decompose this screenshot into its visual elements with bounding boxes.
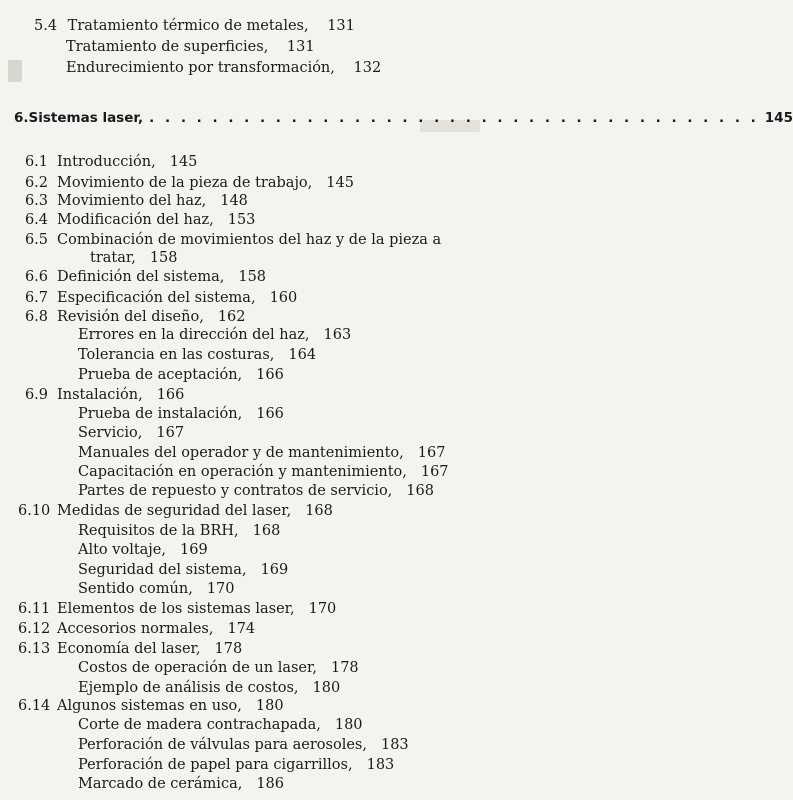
subentry-title: Costos de operación de un laser, [78, 660, 317, 676]
subentry-page: 164 [288, 347, 317, 363]
section-page: 178 [214, 641, 243, 657]
subentry-title: Servicio, [78, 425, 143, 441]
subentry-title: Prueba de aceptación, [78, 367, 243, 383]
toc-section-6-6 [18, 268, 266, 286]
section-number: 6.10 [18, 503, 51, 519]
section-number: 6.9 [24, 387, 48, 403]
toc-subentry [66, 59, 381, 77]
section-title: Definición del sistema, [57, 269, 225, 285]
subentry-title: Seguridad del sistema, [78, 562, 247, 578]
subentry-page: 169 [180, 542, 208, 558]
entry-title: Tratamiento térmico de metales, [67, 18, 309, 34]
subentry-page: 180 [334, 717, 363, 733]
toc-subentry [78, 346, 316, 364]
section-title: Especificación del sistema, [57, 290, 256, 306]
section-number: 6.7 [24, 290, 48, 306]
toc-subentry [78, 522, 280, 540]
section-number: 6.8 [24, 309, 48, 325]
toc-subentry [78, 482, 434, 500]
section-title: Combinación de movimientos del haz y de la pieza a [57, 232, 442, 248]
toc-section-6-3 [18, 192, 248, 210]
section-page: 168 [305, 503, 333, 519]
section-page: 148 [220, 193, 248, 209]
subentry-title: Capacitación en operación y mantenimiento, [78, 464, 407, 480]
section-number: 6.1 [24, 154, 48, 170]
toc-subentry [78, 716, 363, 734]
section-title: Algunos sistemas en uso, [57, 698, 242, 714]
section-title: Movimiento del haz, [57, 193, 207, 209]
section-title-continuation: tratar, [90, 250, 136, 266]
section-number: 6.4 [24, 212, 48, 228]
subentry-title: Partes de repuesto y contratos de servicio, [78, 483, 393, 499]
toc-subentry [78, 561, 288, 579]
entry-page: 131 [286, 39, 315, 55]
section-title: Introducción, [57, 154, 156, 170]
section-title: Accesorios normales, [57, 621, 214, 637]
subentry-title: Alto voltaje, [78, 542, 166, 558]
toc-section-6-11 [18, 600, 336, 618]
subentry-page: 178 [330, 660, 359, 676]
section-title: Economía del laser, [57, 641, 201, 657]
subentry-title: Prueba de instalación, [78, 406, 243, 422]
subentry-page: 167 [156, 425, 185, 441]
subentry-page: 169 [260, 562, 289, 578]
toc-entry-5-4 [34, 17, 355, 35]
subentry-page: 168 [406, 483, 434, 499]
subentry-title: Perforación de válvulas para aerosoles, [78, 737, 367, 753]
entry-page: 132 [353, 60, 382, 76]
section-title: Modificación del haz, [57, 212, 214, 228]
chapter-title: Sistemas laser, [28, 110, 144, 126]
toc-subentry [78, 405, 284, 423]
section-page: 158 [238, 269, 267, 285]
section-number: 6.3 [24, 193, 48, 209]
section-page: 145 [169, 154, 198, 170]
chapter-number: 6. [14, 110, 29, 126]
section-number: 6.11 [18, 601, 51, 617]
subentry-title: Tolerancia en las costuras, [78, 347, 275, 363]
toc-section-6-4 [18, 211, 255, 229]
toc-subentry [78, 463, 449, 481]
section-number: 6.14 [18, 698, 51, 714]
toc-subentry [78, 541, 208, 559]
toc-subentry [78, 736, 409, 754]
toc-section-6-7 [18, 289, 297, 307]
toc-section-6-8 [18, 308, 246, 326]
section-page: 162 [217, 309, 246, 325]
toc-section-6-5 [18, 231, 441, 249]
entry-page: 131 [327, 18, 355, 34]
subentry-page: 186 [256, 776, 285, 792]
section-page: 160 [269, 290, 298, 306]
subentry-title: Requisitos de la BRH, [78, 523, 239, 539]
subentry-page: 166 [256, 367, 284, 383]
toc-subentry [78, 679, 340, 697]
toc-subentry [78, 775, 284, 793]
toc-section-6-2 [18, 174, 354, 192]
section-page: 180 [255, 698, 284, 714]
section-title: Movimiento de la pieza de trabajo, [57, 175, 313, 191]
subentry-page: 166 [256, 406, 284, 422]
subentry-title: Perforación de papel para cigarrillos, [78, 757, 353, 773]
section-page: 170 [308, 601, 337, 617]
toc-subentry [78, 424, 184, 442]
leader-dots: . . . . . . . . . . . . . . . . . . . . . . . . . . . . . . . . . . . . . . . [149, 110, 759, 126]
bleed-through-mark [8, 60, 22, 82]
toc-subentry [78, 756, 394, 774]
entry-number: 5.4 [34, 18, 58, 34]
subentry-page: 167 [420, 464, 449, 480]
subentry-page: 180 [312, 680, 341, 696]
toc-subentry [78, 444, 445, 462]
toc-section-6-1 [18, 153, 197, 171]
entry-title: Tratamiento de superficies, [66, 39, 269, 55]
subentry-page: 183 [366, 757, 395, 773]
subentry-page: 168 [252, 523, 281, 539]
toc-section-6-9 [18, 386, 184, 404]
toc-subentry [78, 326, 351, 344]
section-number: 6.12 [18, 621, 51, 637]
section-page: 145 [326, 175, 354, 191]
section-number: 6.13 [18, 641, 51, 657]
section-title: Medidas de seguridad del laser, [57, 503, 292, 519]
toc-section-6-10 [18, 502, 333, 520]
section-title: Elementos de los sistemas laser, [57, 601, 295, 617]
section-page: 166 [156, 387, 185, 403]
section-page: 153 [227, 212, 256, 228]
section-title: Revisión del diseño, [57, 309, 204, 325]
subentry-page: 170 [206, 581, 235, 597]
toc-section-6-5-continuation [90, 249, 178, 267]
entry-title: Endurecimiento por transformación, [66, 60, 335, 76]
subentry-page: 183 [380, 737, 409, 753]
toc-section-6-12 [18, 620, 255, 638]
subentry-title: Corte de madera contrachapada, [78, 717, 321, 733]
toc-subentry [78, 366, 284, 384]
toc-subentry [78, 659, 359, 677]
toc-subentry [66, 38, 315, 56]
subentry-title: Sentido común, [78, 581, 193, 597]
subentry-page: 163 [323, 327, 352, 343]
subentry-title: Marcado de cerámica, [78, 776, 243, 792]
section-page: 174 [227, 621, 256, 637]
section-number: 6.2 [24, 175, 48, 191]
section-title: Instalación, [57, 387, 143, 403]
toc-section-6-14 [18, 697, 284, 715]
subentry-page: 167 [417, 445, 446, 461]
subentry-title: Errores en la dirección del haz, [78, 327, 310, 343]
subentry-title: Ejemplo de análisis de costos, [78, 680, 299, 696]
subentry-title: Manuales del operador y de mantenimiento, [78, 445, 404, 461]
section-page: 158 [149, 250, 178, 266]
section-number: 6.6 [24, 269, 48, 285]
toc-subentry [78, 580, 235, 598]
toc-section-6-13 [18, 640, 242, 658]
section-number: 6.5 [24, 232, 48, 248]
chapter-page: 145 [764, 110, 793, 126]
chapter-heading [14, 110, 793, 126]
